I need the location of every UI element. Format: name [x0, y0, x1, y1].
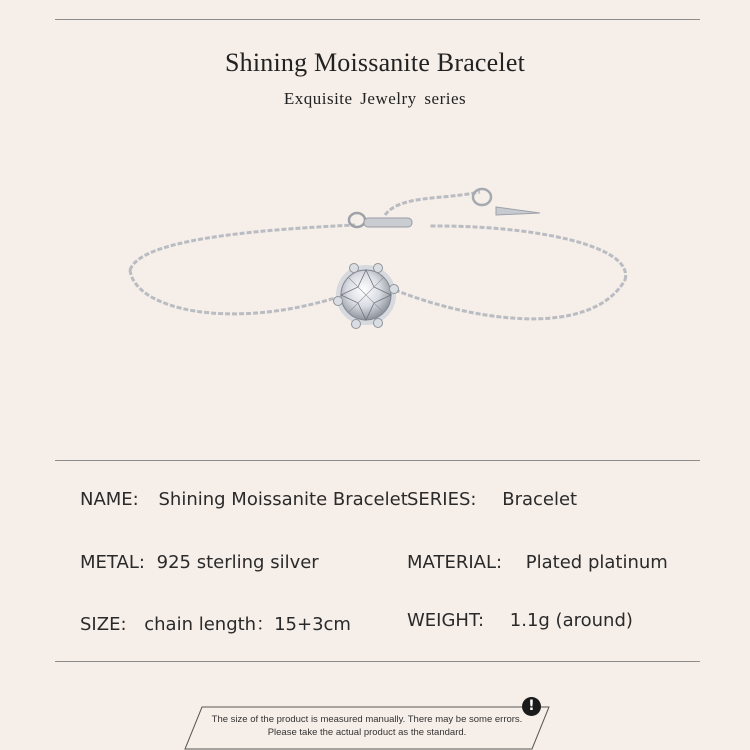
spec-weight-value: 1.1g (around): [509, 610, 633, 631]
page-title: Shining Moissanite Bracelet: [224, 48, 526, 77]
bracelet-image: [110, 170, 650, 360]
extender-ring: [473, 189, 491, 205]
spec-material-value: Plated platinum: [525, 552, 668, 573]
spec-size-label: SIZE:: [80, 614, 127, 635]
extender-tag: [496, 207, 540, 215]
chain-right-upper: [430, 226, 626, 280]
extender-chain: [385, 192, 480, 215]
spec-name: [80, 489, 408, 510]
spec-metal: [80, 552, 319, 573]
spec-weight-label: WEIGHT:: [407, 610, 485, 631]
spec-metal-label: METAL:: [80, 552, 145, 573]
spec-series: [407, 489, 577, 510]
spec-name-label: NAME:: [80, 489, 139, 510]
top-divider: [55, 19, 700, 20]
exclamation-icon: !: [522, 697, 541, 716]
chain-left-upper: [130, 225, 355, 270]
spec-series-label: SERIES:: [407, 489, 477, 510]
spec-series-value: Bracelet: [502, 489, 578, 510]
chain-left-lower: [130, 270, 335, 314]
bottom-divider: [55, 661, 700, 662]
clasp-ring: [349, 213, 365, 227]
spec-metal-value: 925 sterling silver: [156, 552, 319, 573]
clasp-body: [364, 218, 412, 227]
spec-weight: [407, 610, 633, 631]
disclaimer-notice: [184, 706, 550, 750]
page-subtitle: Exquisite Jewelry series: [283, 89, 467, 108]
spec-size: [80, 610, 351, 636]
disclaimer-line-1: The size of the product is measured manually. There may be some errors.: [211, 714, 523, 725]
spec-material-label: MATERIAL:: [407, 552, 503, 573]
spec-material: [407, 552, 668, 573]
middle-divider: [55, 460, 700, 461]
spec-name-value: Shining Moissanite Bracelet: [158, 489, 408, 510]
pendant: [334, 264, 399, 329]
chain-right-lower: [395, 280, 625, 319]
spec-size-value: chain length：15+3cm: [144, 614, 351, 635]
disclaimer-line-2: Please take the actual product as the standard.: [267, 727, 467, 738]
